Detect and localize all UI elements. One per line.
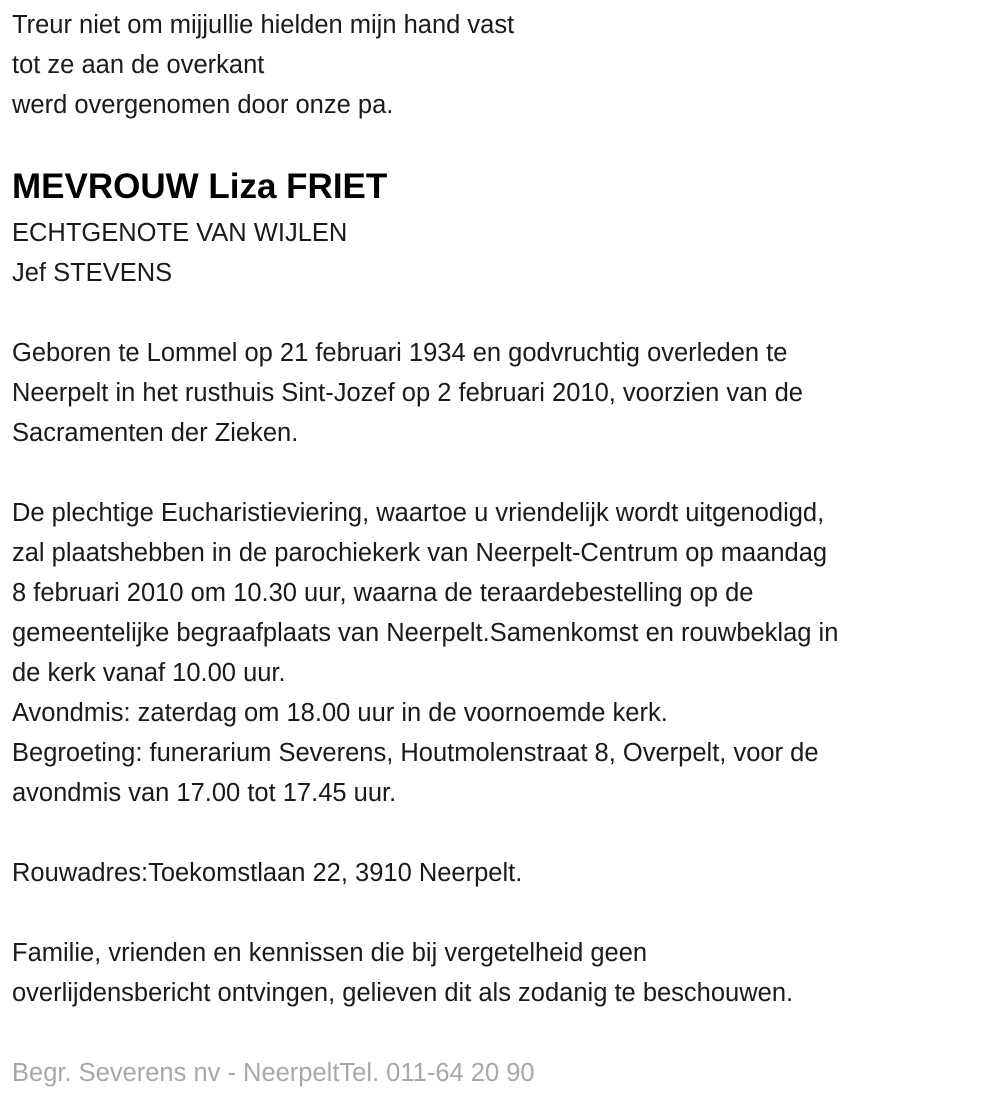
address-paragraph [12, 853, 522, 893]
poem-line: tot ze aan de overkant [12, 51, 265, 79]
poem [12, 5, 514, 125]
text-line: 8 februari 2010 om 10.30 uur, waarna de teraardebestelling op de [12, 579, 754, 607]
text-line: gemeentelijke begraafplaats van Neerpelt.Samenkomst en rouwbeklag in [12, 619, 839, 647]
address-line: Rouwadres:Toekomstlaan 22, 3910 Neerpelt. [12, 859, 523, 887]
poem-line: Treur niet om mijjullie hielden mijn hand vast [12, 11, 515, 39]
text-line: Geboren te Lommel op 21 februari 1934 en godvruchtig overleden te [12, 339, 788, 367]
text-line: Avondmis: zaterdag om 18.00 uur in de voornoemde kerk. [12, 699, 668, 727]
text-line: de kerk vanaf 10.00 uur. [12, 659, 286, 687]
birth-death-paragraph [12, 333, 803, 453]
text-line: Familie, vrienden en kennissen die bij vergetelheid geen [12, 939, 648, 967]
deceased-name [12, 164, 387, 210]
spouse-line: Jef STEVENS [12, 259, 173, 287]
text-line: zal plaatshebben in de parochiekerk van Neerpelt-Centrum op maandag [12, 539, 828, 567]
text-line: De plechtige Eucharistieviering, waartoe u vriendelijk wordt uitgenodigd, [12, 499, 825, 527]
notice-paragraph [12, 933, 793, 1013]
ceremony-paragraph [12, 493, 838, 813]
text-line: overlijdensbericht ontvingen, gelieven dit als zodanig te beschouwen. [12, 979, 794, 1007]
spouse-block [12, 213, 347, 293]
spouse-line: ECHTGENOTE VAN WIJLEN [12, 219, 348, 247]
footer-text: Begr. Severens nv - NeerpeltTel. 011-64 20 90 [12, 1059, 535, 1087]
page-title: MEVROUW Liza FRIET [12, 167, 388, 206]
text-line: Neerpelt in het rusthuis Sint-Jozef op 2 februari 2010, voorzien van de [12, 379, 803, 407]
text-line: avondmis van 17.00 tot 17.45 uur. [12, 779, 397, 807]
footer [12, 1053, 535, 1093]
poem-line: werd overgenomen door onze pa. [12, 91, 394, 119]
text-line: Sacramenten der Zieken. [12, 419, 299, 447]
text-line: Begroeting: funerarium Severens, Houtmolenstraat 8, Overpelt, voor de [12, 739, 819, 767]
